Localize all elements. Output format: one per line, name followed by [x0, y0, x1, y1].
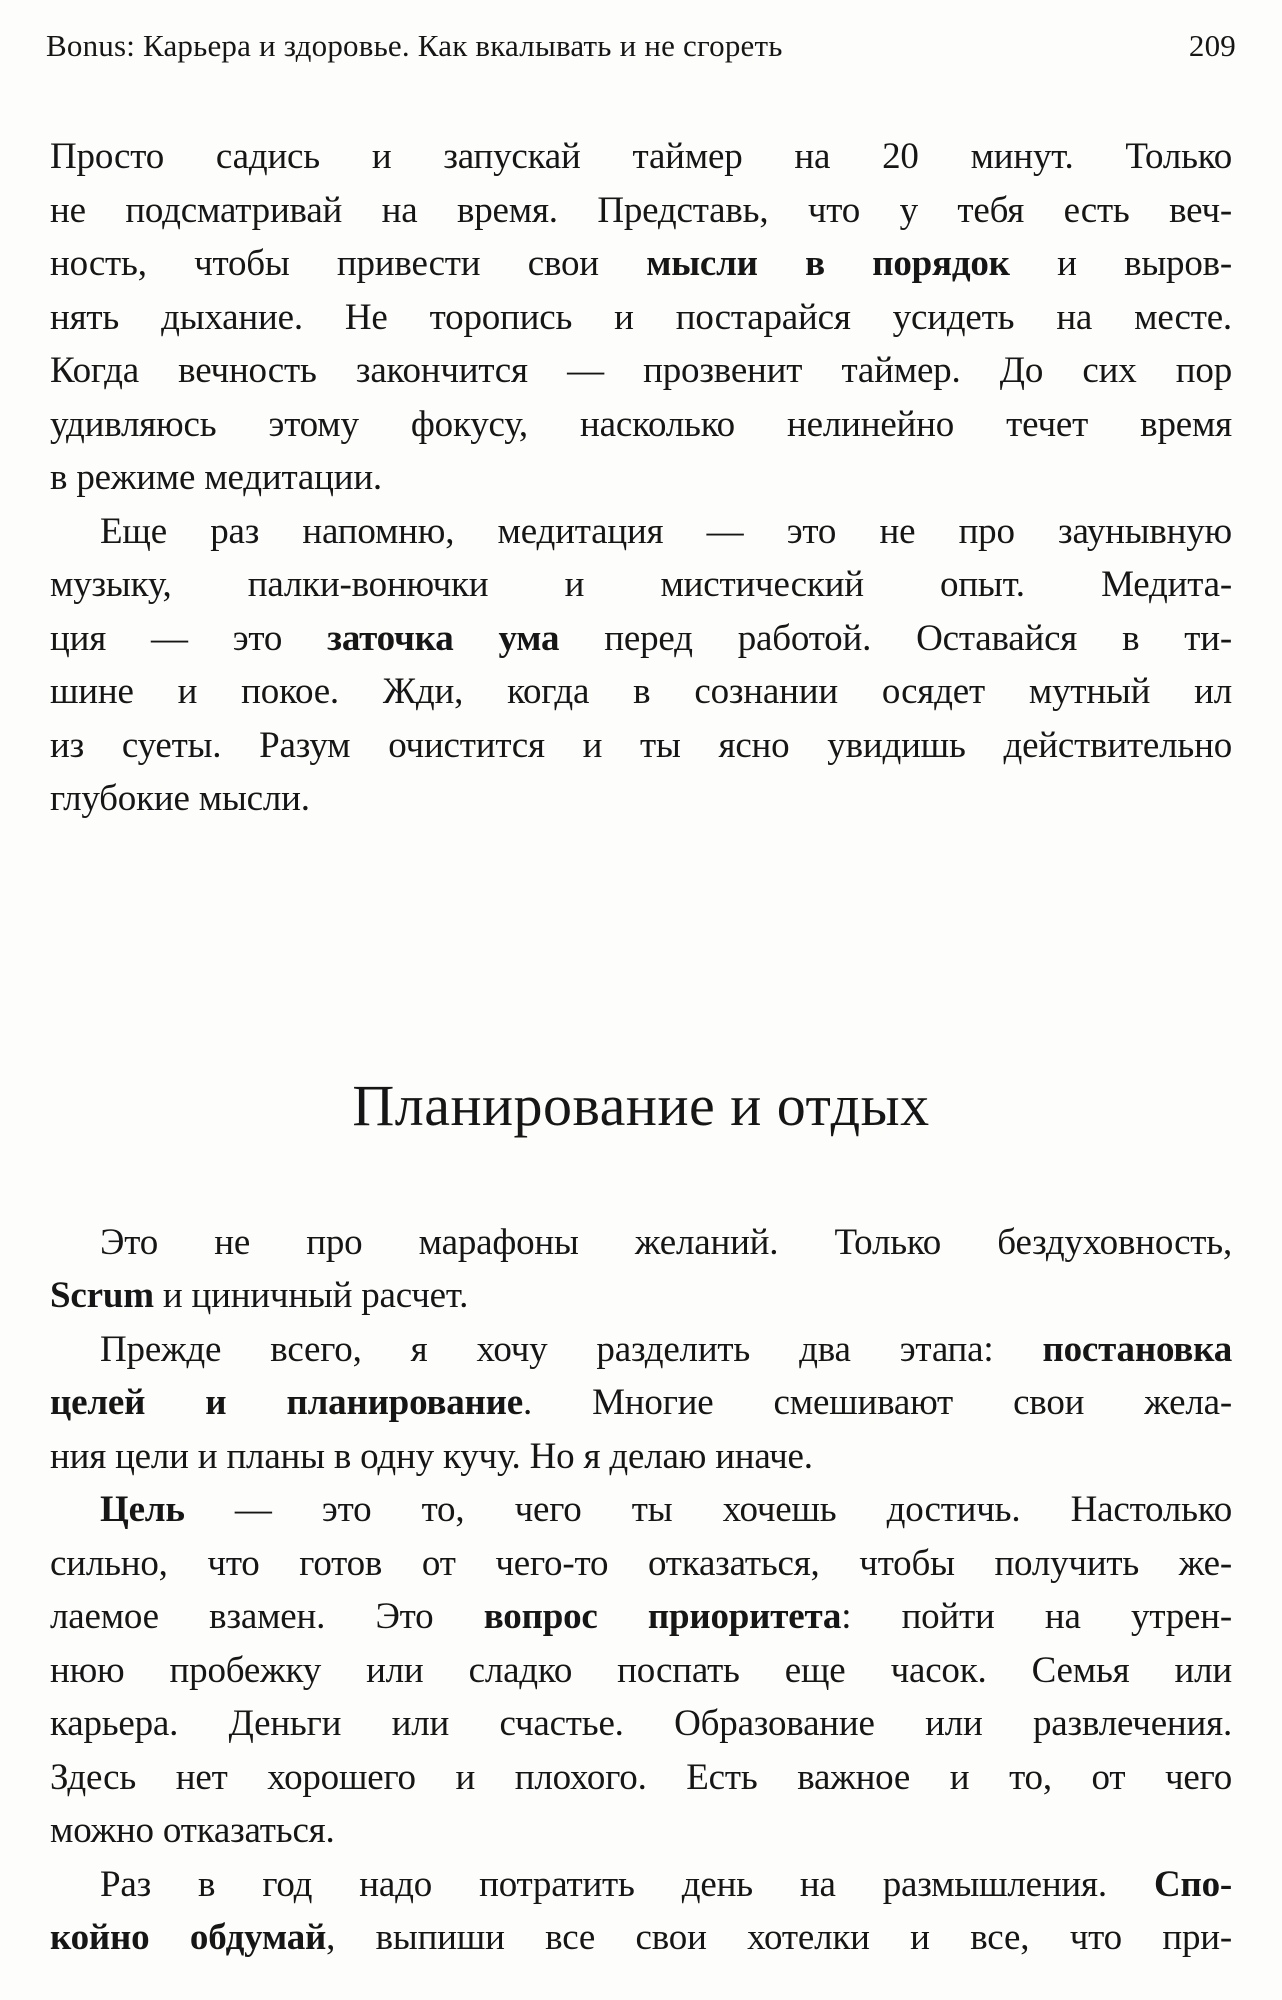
- text-segment: карьера. Деньги или счастье. Образование или развлечения.: [50, 1703, 1232, 1744]
- bold-text-segment: Scrum: [50, 1275, 154, 1316]
- text-segment: Когда вечность закончится — прозвенит таймер. До сих пор: [50, 350, 1232, 391]
- text-segment: Прежде всего, я хочу разделить два этапа:: [100, 1328, 1043, 1370]
- bold-text-segment: постановка: [1042, 1328, 1232, 1370]
- text-line: [50, 398, 1232, 452]
- text-line: [50, 1216, 1232, 1270]
- text-segment: ния цели и планы в одну кучу. Но я делаю иначе.: [50, 1435, 813, 1477]
- paragraph: [50, 505, 1232, 826]
- paragraph: [50, 1858, 1232, 1965]
- text-line: [50, 1858, 1232, 1912]
- text-segment: нюю пробежку или сладко поспать еще часок. Семья или: [50, 1649, 1232, 1691]
- text-segment: и выров-: [1009, 243, 1233, 284]
- text-segment: не подсматривай на время. Представь, что у тебя есть веч-: [50, 189, 1232, 231]
- text-segment: нять дыхание. Не торопись и постарайся усидеть на месте.: [50, 296, 1232, 338]
- text-line: [50, 665, 1232, 719]
- text-line: [50, 344, 1232, 398]
- text-segment: музыку, палки-вонючки и мистический опыт. Медита-: [50, 564, 1232, 605]
- text-segment: сильно, что готов от чего-то отказаться, чтобы получить же-: [50, 1542, 1232, 1584]
- text-segment: глубокие мысли.: [50, 778, 310, 819]
- paragraph: [50, 130, 1232, 505]
- text-line: [50, 1644, 1232, 1698]
- text-segment: в режиме медитации.: [50, 457, 382, 498]
- text-line: [50, 1430, 1232, 1484]
- bold-text-segment: Спо-: [1153, 1863, 1232, 1905]
- text-line: [50, 451, 1232, 505]
- text-segment: и циничный расчет.: [153, 1275, 469, 1316]
- text-line: [50, 1537, 1232, 1591]
- text-segment: из суеты. Разум очистится и ты ясно увидишь действительно: [50, 724, 1232, 766]
- section-heading: Планирование и отдых: [352, 1072, 930, 1138]
- running-header: [46, 28, 1236, 64]
- text-line: [50, 505, 1232, 559]
- paragraph: [50, 1483, 1232, 1858]
- bold-text-segment: койно обдумай: [50, 1917, 327, 1958]
- bold-text-segment: целей и планирование: [50, 1382, 523, 1423]
- text-segment: Это не про марафоны желаний. Только бездуховность,: [100, 1221, 1232, 1263]
- text-line: [50, 1804, 1232, 1858]
- text-line: [50, 612, 1232, 666]
- text-line: [50, 184, 1232, 238]
- text-segment: , выпиши все свои хотелки и все, что при-: [326, 1917, 1232, 1958]
- bold-text-segment: вопрос приоритета: [483, 1596, 842, 1637]
- bold-text-segment: Цель: [100, 1489, 185, 1530]
- page-number: 209: [1188, 28, 1236, 63]
- text-segment: Еще раз напомню, медитация — это не про заунывную: [100, 510, 1232, 552]
- text-line: [50, 1483, 1232, 1537]
- text-line: [50, 558, 1232, 612]
- text-segment: удивляюсь этому фокусу, насколько нелинейно течет время: [50, 403, 1232, 445]
- text-line: [50, 1269, 1232, 1323]
- text-segment: можно отказаться.: [50, 1810, 335, 1851]
- text-line: [50, 1590, 1232, 1644]
- text-line: [50, 130, 1232, 184]
- text-line: [50, 1751, 1232, 1805]
- text-line: [50, 291, 1232, 345]
- text-segment: Раз в год надо потратить день на размышления.: [100, 1863, 1154, 1905]
- bold-text-segment: мысли в порядок: [646, 243, 1010, 284]
- text-segment: лаемое взамен. Это: [50, 1596, 484, 1637]
- text-segment: Здесь нет хорошего и плохого. Есть важное и то, от чего: [50, 1756, 1232, 1798]
- text-line: [50, 772, 1232, 826]
- running-header-title: Bonus: Карьера и здоровье. Как вкалывать и не сгореть: [46, 28, 783, 63]
- text-line: [50, 719, 1232, 773]
- text-segment: Просто садись и запускай таймер на 20 минут. Только: [50, 136, 1232, 177]
- text-line: [50, 1697, 1232, 1751]
- bold-text-segment: заточка ума: [327, 617, 560, 659]
- text-line: [50, 1911, 1232, 1965]
- page-content: [50, 130, 1232, 1965]
- text-line: [50, 1323, 1232, 1377]
- text-segment: — это то, чего ты хочешь достичь. Настолько: [184, 1489, 1232, 1530]
- text-segment: перед работой. Оставайся в ти-: [559, 617, 1232, 659]
- text-segment: ность, чтобы привести свои: [50, 243, 647, 284]
- text-line: [50, 1376, 1232, 1430]
- text-segment: . Многие смешивают свои жела-: [522, 1382, 1232, 1423]
- paragraph: [50, 1323, 1232, 1484]
- text-line: [50, 237, 1232, 291]
- text-segment: ция — это: [50, 617, 328, 659]
- text-segment: шине и покое. Жди, когда в сознании осядет мутный ил: [50, 671, 1232, 712]
- paragraph: [50, 1216, 1232, 1323]
- text-segment: : пойти на утрен-: [841, 1596, 1232, 1637]
